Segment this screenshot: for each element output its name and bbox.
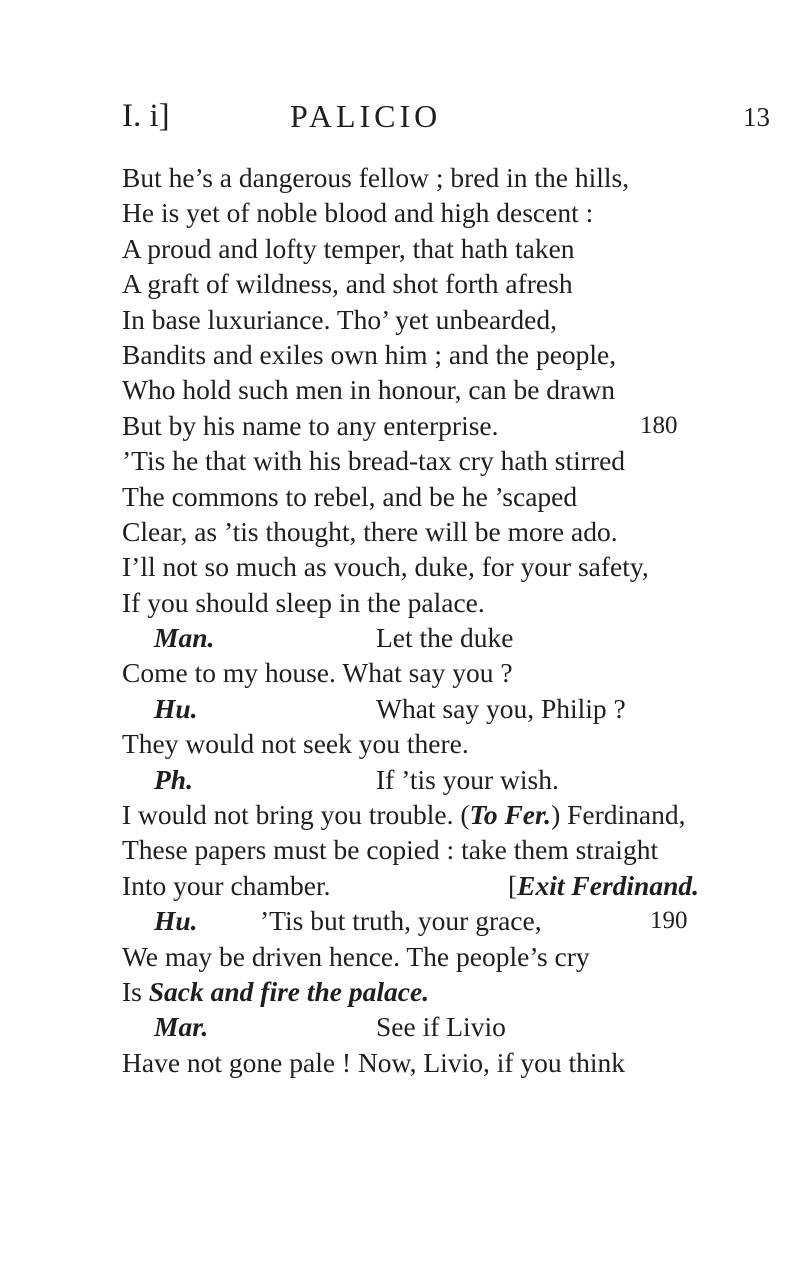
dialogue: See if Livio: [376, 1011, 506, 1043]
verse-line: [122, 408, 782, 443]
verse-line: Who hold such men in honour, can be drawn: [122, 374, 616, 406]
verse-line: ’Tis he that with his bread-tax cry hath stirred: [122, 445, 626, 477]
verse-line: But he’s a dangerous fellow ; bred in the hills,: [122, 162, 630, 193]
verse-text-span: Into your chamber.: [122, 869, 331, 901]
stage-direction-open: [: [508, 869, 518, 901]
verse-line: [122, 868, 782, 903]
running-header: [122, 98, 770, 138]
verse-line: These papers must be copied : take them straight: [122, 834, 659, 866]
dialogue: ’Tis but truth, your grace,: [260, 905, 542, 937]
dialogue: Let the duke: [376, 622, 514, 654]
line-number: 190: [650, 907, 688, 935]
page-number: 13: [743, 102, 770, 132]
stage-direction: To Fer.: [469, 799, 552, 831]
dialogue: What say you, Philip ?: [376, 692, 626, 724]
stage-direction-close: ): [551, 799, 561, 831]
verse-line: A graft of wildness, and shot forth afresh: [122, 268, 573, 300]
verse-line: [122, 974, 782, 1009]
verse-line: Bandits and exiles own him ; and the people,: [122, 338, 617, 370]
running-title: PALICIO: [290, 98, 442, 134]
verse-line: [122, 903, 782, 938]
verse-text-span: I would not bring you trouble.: [122, 799, 454, 831]
verse-line: [122, 1009, 782, 1044]
verse-line: We may be driven hence. The people’s cry: [122, 940, 590, 972]
verse-line: They would not seek you there.: [122, 728, 469, 760]
stage-direction-open: (: [460, 799, 470, 831]
verse-line: [122, 762, 782, 797]
verse-line: A proud and lofty temper, that hath taken: [122, 232, 575, 264]
speaker-name: Ph.: [154, 763, 193, 795]
verse-text-span: But by his name to any enterprise.: [122, 409, 499, 441]
quoted-cry: Sack and fire the palace.: [148, 975, 430, 1007]
speaker-name: Mar.: [154, 1011, 209, 1043]
verse-line: He is yet of noble blood and high descent :: [122, 197, 594, 229]
stage-direction: Exit Ferdinand.: [517, 869, 700, 901]
verse-line: [122, 797, 782, 832]
verse-text-span: Is: [122, 975, 142, 1007]
verse-line: If you should sleep in the palace.: [122, 586, 485, 618]
verse-text-span: Ferdinand,: [567, 799, 686, 831]
stage-direction-wrap: [508, 868, 699, 903]
act-scene-marker: I. i]: [122, 98, 170, 134]
verse-line: [122, 620, 782, 655]
verse-text: [122, 160, 782, 1080]
verse-line: In base luxuriance. Tho’ yet unbearded,: [122, 303, 557, 335]
speaker-name: Hu.: [154, 692, 198, 724]
verse-line: Have not gone pale ! Now, Livio, if you think: [122, 1046, 626, 1078]
line-number: 180: [640, 411, 678, 439]
speaker-name: Hu.: [154, 905, 198, 937]
verse-line: Come to my house. What say you ?: [122, 657, 513, 689]
speaker-name: Man.: [154, 622, 215, 654]
verse-line: [122, 691, 782, 726]
verse-line: Clear, as ’tis thought, there will be more ado.: [122, 515, 618, 547]
verse-line: The commons to rebel, and be he ’scaped: [122, 480, 578, 512]
verse-line: I’ll not so much as vouch, duke, for your safety,: [122, 551, 649, 583]
dialogue: If ’tis your wish.: [376, 763, 559, 795]
